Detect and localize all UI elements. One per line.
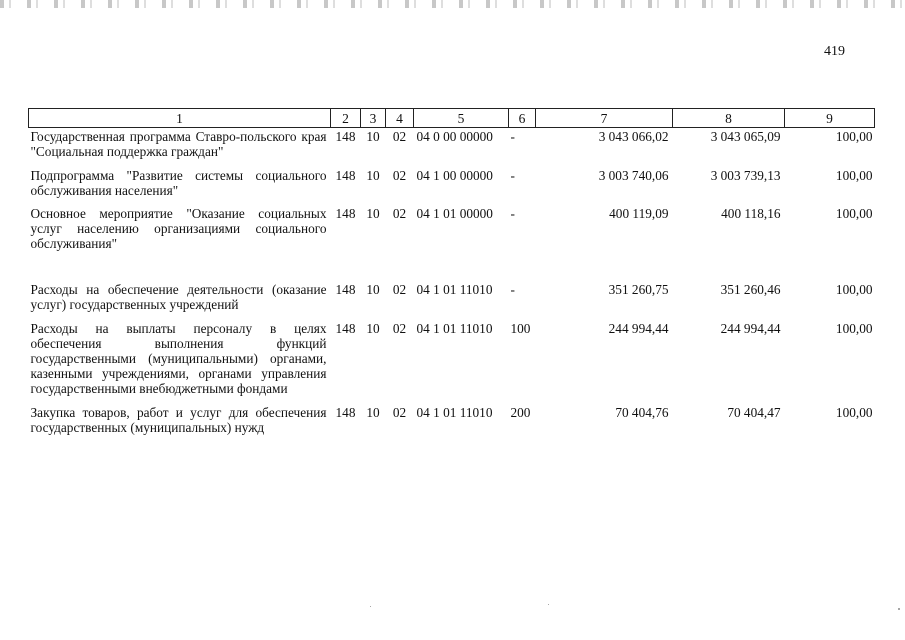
row-expense-type: 200 [510,405,531,420]
row-actual-amount: 244 994,44 [720,321,781,336]
row-name: Расходы на выплаты персоналу в целях обеспечения выполнения функций государственными (муниципальными) органами, казенными учреждениями, органами управления государственными внебюджетными фондами [30,321,327,396]
header-col-4: 4 [386,109,414,128]
row-name: Закупка товаров, работ и услуг для обеспечения государственных (муниципальных) нужд [30,405,327,435]
row-name: Расходы на обеспечение деятельности (оказание услуг) государственных учреждений [30,282,327,312]
scan-edge-artifacts [0,0,905,8]
row-expense-type: - [510,206,515,221]
row-target-code: 04 1 01 11010 [416,282,493,297]
row-ministry-code: 148 [335,405,356,420]
row-expense-type: - [510,282,515,297]
row-section-code: 10 [366,282,380,297]
row-ministry-code: 148 [335,321,356,336]
header-col-8: 8 [673,109,785,128]
row-plan-amount: 3 003 740,06 [598,168,669,183]
row-target-code: 04 1 01 11010 [416,321,493,336]
header-col-1: 1 [29,109,331,128]
row-actual-amount: 70 404,47 [727,405,781,420]
row-plan-amount: 400 119,09 [609,206,669,221]
row-ministry-code: 148 [335,129,356,144]
table-body [29,128,875,436]
row-subsection-code: 02 [392,129,407,144]
row-target-code: 04 1 01 11010 [416,405,493,420]
table-row [29,128,875,169]
budget-table [28,108,875,435]
table-header [29,109,875,128]
row-subsection-code: 02 [392,206,407,221]
header-col-3: 3 [361,109,386,128]
row-percent: 100,00 [835,282,873,297]
row-percent: 100,00 [835,206,873,221]
row-section-code: 10 [366,168,380,183]
header-col-2: 2 [331,109,361,128]
row-ministry-code: 148 [335,168,356,183]
header-col-6: 6 [509,109,536,128]
row-target-code: 04 1 00 00000 [416,168,493,183]
row-name: Основное мероприятие "Оказание социальных услуг населению организациями социального обслуживания" [30,206,327,251]
row-expense-type: - [510,129,515,144]
table-row [29,321,875,405]
row-section-code: 10 [366,206,380,221]
row-ministry-code: 148 [335,282,356,297]
row-expense-type: 100 [510,321,531,336]
table-row [29,282,875,321]
row-plan-amount: 351 260,75 [608,282,669,297]
row-subsection-code: 02 [392,168,407,183]
table-row [29,206,875,282]
row-plan-amount: 3 043 066,02 [598,129,669,144]
row-target-code: 04 0 00 00000 [416,129,493,144]
header-row [29,109,875,128]
scan-speck [548,604,549,605]
row-plan-amount: 70 404,76 [615,405,669,420]
row-name: Подпрограмма "Развитие системы социального обслуживания населения" [30,168,327,198]
row-section-code: 10 [366,129,380,144]
row-ministry-code: 148 [335,206,356,221]
row-percent: 100,00 [835,129,873,144]
table-row [29,405,875,435]
scan-speck [370,606,371,607]
row-percent: 100,00 [835,321,873,336]
row-target-code: 04 1 01 00000 [416,206,493,221]
header-col-7: 7 [536,109,673,128]
header-col-5: 5 [414,109,509,128]
row-actual-amount: 3 003 739,13 [710,168,781,183]
row-name: Государственная программа Ставро-польского края "Социальная поддержка граждан" [30,129,327,159]
row-actual-amount: 3 043 065,09 [710,129,781,144]
row-percent: 100,00 [835,405,873,420]
row-subsection-code: 02 [392,282,407,297]
row-expense-type: - [510,168,515,183]
table-row [29,168,875,206]
row-section-code: 10 [366,405,380,420]
row-actual-amount: 351 260,46 [720,282,781,297]
row-subsection-code: 02 [392,405,407,420]
scan-speck [898,608,900,610]
row-actual-amount: 400 118,16 [721,206,781,221]
page-number: 419 [824,44,845,59]
row-percent: 100,00 [835,168,873,183]
row-section-code: 10 [366,321,380,336]
row-subsection-code: 02 [392,321,407,336]
header-col-9: 9 [785,109,875,128]
row-plan-amount: 244 994,44 [608,321,669,336]
